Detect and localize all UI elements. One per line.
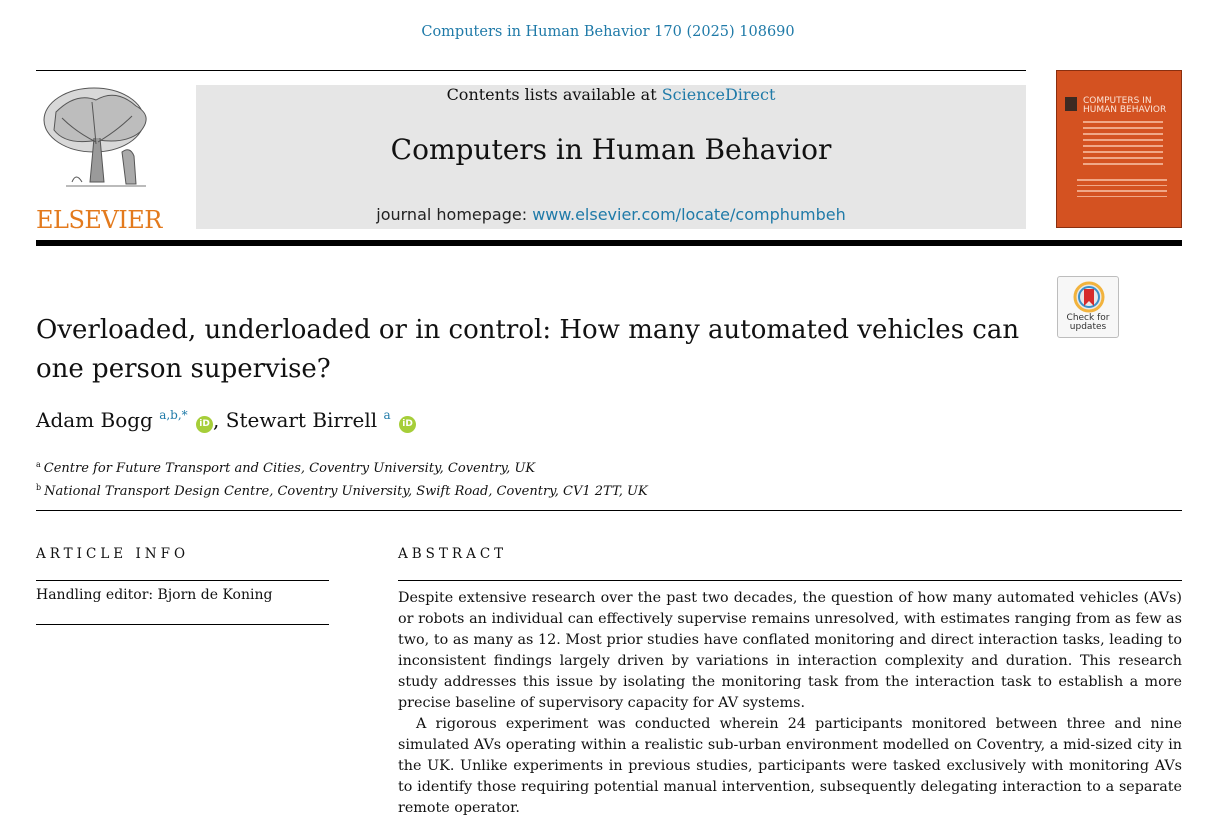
header-rule [36, 70, 1026, 71]
author-name[interactable]: Stewart Birrell [225, 408, 378, 432]
journal-title: Computers in Human Behavior [390, 133, 832, 166]
contents-prefix: Contents lists available at [446, 85, 657, 104]
article-info-bottom-rule [36, 624, 329, 625]
handling-editor: Handling editor: Bjorn de Koning [36, 587, 273, 603]
section-divider [36, 510, 1182, 511]
journal-banner [196, 85, 1026, 229]
author-list [36, 408, 416, 433]
sciencedirect-link[interactable]: ScienceDirect [661, 85, 776, 104]
cover-logo-icon [1065, 97, 1077, 111]
homepage-link[interactable]: www.elsevier.com/locate/comphumbeh [532, 205, 846, 224]
elsevier-logo[interactable] [36, 82, 168, 232]
check-for-updates-button[interactable] [1057, 276, 1119, 338]
article-info-heading: ARTICLE INFO [36, 546, 190, 562]
author-affiliation-marks[interactable]: a [383, 408, 391, 422]
journal-citation[interactable]: Computers in Human Behavior 170 (2025) 108690 [421, 24, 795, 40]
homepage-prefix: journal homepage: [376, 205, 528, 224]
check-updates-label: Check for updates [1066, 313, 1110, 332]
abstract-heading: ABSTRACT [398, 546, 508, 562]
abstract-body [398, 588, 1182, 819]
elsevier-wordmark: ELSEVIER [36, 206, 162, 234]
check-updates-icon [1073, 281, 1105, 313]
journal-cover-thumbnail[interactable] [1056, 70, 1182, 228]
affiliation-item: $^b$ National Transport Design Centre, Coventry University, Swift Road, Coventry, CV1 2TT, UK [36, 483, 648, 499]
affiliation-item: $^a$ Centre for Future Transport and Cities, Coventry University, Coventry, UK [36, 460, 536, 476]
article-title-line: Overloaded, underloaded or in control: How many automated vehicles can [36, 315, 1020, 345]
orcid-icon[interactable]: iD [399, 416, 416, 433]
author-affiliation-marks[interactable]: a,b,* [159, 408, 188, 422]
author-separator: , [213, 408, 220, 432]
orcid-icon[interactable]: iD [196, 416, 213, 433]
article-title [36, 311, 1036, 389]
cover-title: COMPUTERS IN HUMAN BEHAVIOR [1083, 96, 1167, 115]
abstract-rule [398, 580, 1182, 581]
affiliations [36, 455, 648, 501]
article-info-top-rule [36, 580, 329, 581]
contents-line [196, 85, 1026, 104]
article-title-line: one person supervise? [36, 354, 331, 384]
author-name[interactable]: Adam Bogg [36, 408, 153, 432]
cover-footer-lines [1077, 179, 1167, 201]
banner-bottom-rule [36, 240, 1182, 246]
abstract-paragraph: A rigorous experiment was conducted wherein 24 participants monitored between three and nine simulated AVs operating within a realistic sub-urban environment modelled on Coventry, a mid-sized city in the UK. Unlike experiments in previous studies, participants were tasked exclusively with monitoring AVs to identify those requiring potential manual intervention, subsequently delegating interaction to a separate remote operator. [398, 716, 1182, 816]
abstract-paragraph: Despite extensive research over the past two decades, the question of how many automated vehicles (AVs) or robots an individual can effectively supervise remains unresolved, with estimates ranging from as few as two, to as many as 12. Most prior studies have conflated monitoring and direct interaction tasks, leading to inconsistent findings largely driven by variations in interaction complexity and duration. This research study addresses this issue by isolating the monitoring task from the interaction task to establish a more precise baseline of supervisory capacity for AV systems. [398, 590, 1182, 711]
journal-homepage-line [196, 205, 1026, 224]
cover-editor-list [1083, 121, 1163, 169]
tree-logo-icon [36, 82, 168, 200]
